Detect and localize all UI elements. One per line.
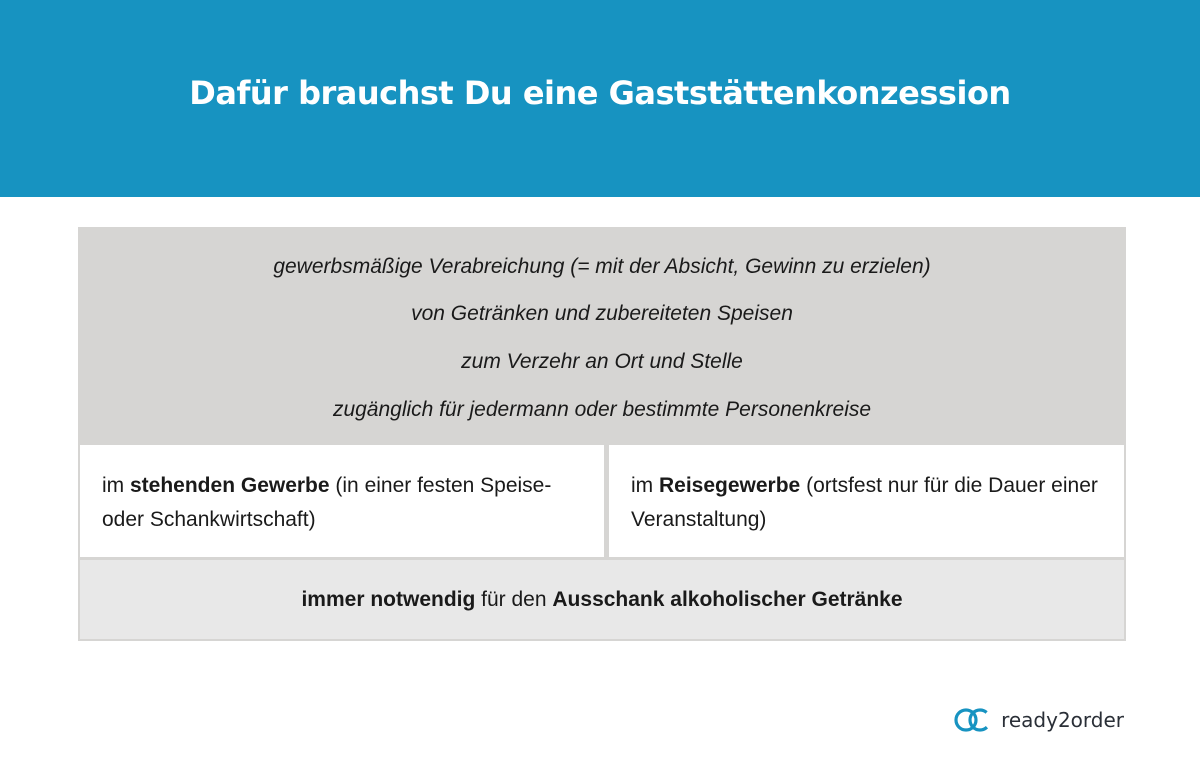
cell-text-prefix: im <box>102 474 130 497</box>
alcohol-row-bold-1: immer notwendig <box>301 588 476 611</box>
cell-text-prefix: im <box>631 474 659 497</box>
alcohol-row-bold-2: Ausschank alkoholischer Getränke <box>552 588 903 611</box>
cell-text-bold: stehenden Gewerbe <box>130 474 330 497</box>
criteria-block <box>80 229 1124 445</box>
cell-text-bold: Reisegewerbe <box>659 474 801 497</box>
alcohol-row <box>80 560 1124 639</box>
logo-wordmark: ready2order <box>1001 708 1124 732</box>
cell-text-suffix: (ortsfest nur für die Dauer einer Veranstaltung) <box>631 474 1098 531</box>
criteria-line: zugänglich für jedermann oder bestimmte Personenkreise <box>332 398 872 421</box>
cell-text-suffix: (in einer festen Speise- oder Schankwirtschaft) <box>102 474 552 531</box>
concession-table <box>78 227 1126 641</box>
ready2order-logo-icon <box>953 705 993 735</box>
cell-stehendes-gewerbe <box>80 445 604 557</box>
criteria-line: zum Verzehr an Ort und Stelle <box>461 350 743 373</box>
criteria-line: von Getränken und zubereiteten Speisen <box>411 302 793 325</box>
alcohol-row-middle: für den <box>475 588 553 611</box>
cell-reisegewerbe <box>609 445 1124 557</box>
header-banner <box>0 0 1200 197</box>
page-title: Dafür brauchst Du eine Gaststättenkonzession <box>189 74 1011 112</box>
criteria-line: gewerbsmäßige Verabreichung (= mit der Absicht, Gewinn zu erzielen) <box>273 255 931 278</box>
brand-logo <box>953 703 1124 737</box>
